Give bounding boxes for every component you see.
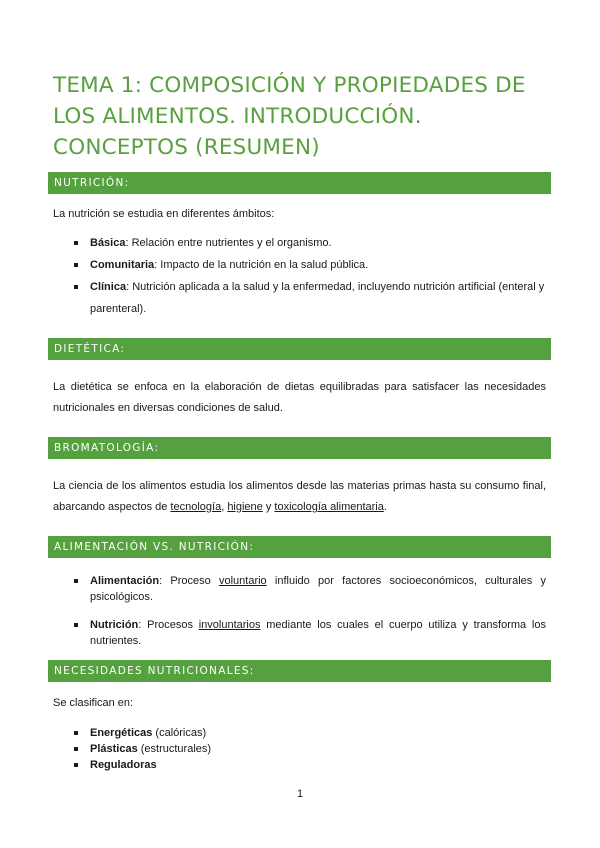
- item-term: Básica: [90, 237, 126, 249]
- list-item: [53, 741, 546, 757]
- nutricion-list: [53, 232, 546, 320]
- list-item: [53, 232, 546, 254]
- item-text: mediante los cuales el cuerpo utiliza y transforma los nutrientes.: [90, 619, 546, 647]
- item-text: : Proceso: [159, 575, 219, 587]
- page-number: 1: [296, 788, 304, 800]
- item-text: : Procesos: [138, 619, 199, 631]
- item-term: Alimentación: [90, 575, 160, 587]
- term-toxicologia: toxicología alimentaria: [274, 501, 384, 513]
- item-term: Energéticas: [90, 727, 153, 739]
- section-header-nutricion: NUTRICIÓN:: [48, 172, 551, 194]
- page-title: TEMA 1: COMPOSICIÓN Y PROPIEDADES DE LOS ALIMENTOS. INTRODUCCIÓN. CONCEPTOS (RESUMEN): [53, 73, 526, 160]
- term-higiene: higiene: [227, 501, 263, 513]
- list-item: [53, 725, 546, 741]
- term-tecnologia: tecnología: [170, 501, 222, 513]
- separator: y: [262, 501, 275, 513]
- item-term: Clínica: [90, 281, 127, 293]
- section-header-necesidades: NECESIDADES NUTRICIONALES:: [48, 660, 551, 682]
- item-term: Reguladoras: [90, 759, 157, 771]
- item-text: (estructurales): [137, 743, 212, 755]
- section-header-alimentacion: ALIMENTACIÓN VS. NUTRICIÓN:: [48, 536, 551, 558]
- item-text: : Impacto de la nutrición en la salud pública.: [154, 259, 369, 271]
- item-text: : Relación entre nutrientes y el organismo.: [125, 237, 332, 249]
- bromatologia-text: [53, 476, 546, 518]
- list-item: [53, 276, 546, 320]
- list-item: [53, 573, 546, 605]
- item-term: Comunitaria: [90, 259, 155, 271]
- period: .: [383, 501, 387, 513]
- section-header-bromatologia: BROMATOLOGÍA:: [48, 437, 551, 459]
- item-term: Plásticas: [90, 743, 138, 755]
- item-term: Nutrición: [90, 619, 139, 631]
- nutricion-intro: La nutrición se estudia en diferentes ámbitos:: [53, 208, 275, 220]
- list-item: [53, 757, 546, 773]
- list-item: [53, 254, 546, 276]
- necesidades-list: [53, 725, 546, 773]
- item-text: influido por factores socioeconómicos, culturales y psicológicos.: [90, 575, 546, 603]
- bromatologia-text-start: La ciencia de los alimentos estudia los alimentos desde las materias primas hasta su consumo final, abarcando aspectos de: [53, 480, 546, 513]
- item-text: (calóricas): [152, 727, 207, 739]
- item-underlined: voluntario: [218, 575, 267, 587]
- necesidades-intro: Se clasifican en:: [53, 697, 134, 709]
- list-item: [53, 617, 546, 649]
- section-header-dietetica: DIETÉTICA:: [48, 338, 551, 360]
- separator: ,: [221, 501, 228, 513]
- alimentacion-list: [53, 573, 546, 649]
- item-text: : Nutrición aplicada a la salud y la enfermedad, incluyendo nutrición artificial (enteral y parenteral).: [90, 281, 545, 315]
- dietetica-text: La dietética se enfoca en la elaboración de dietas equilibradas para satisfacer las necesidades nutricionales en diversas condiciones de salud.: [53, 381, 546, 414]
- item-underlined: involuntarios: [198, 619, 261, 631]
